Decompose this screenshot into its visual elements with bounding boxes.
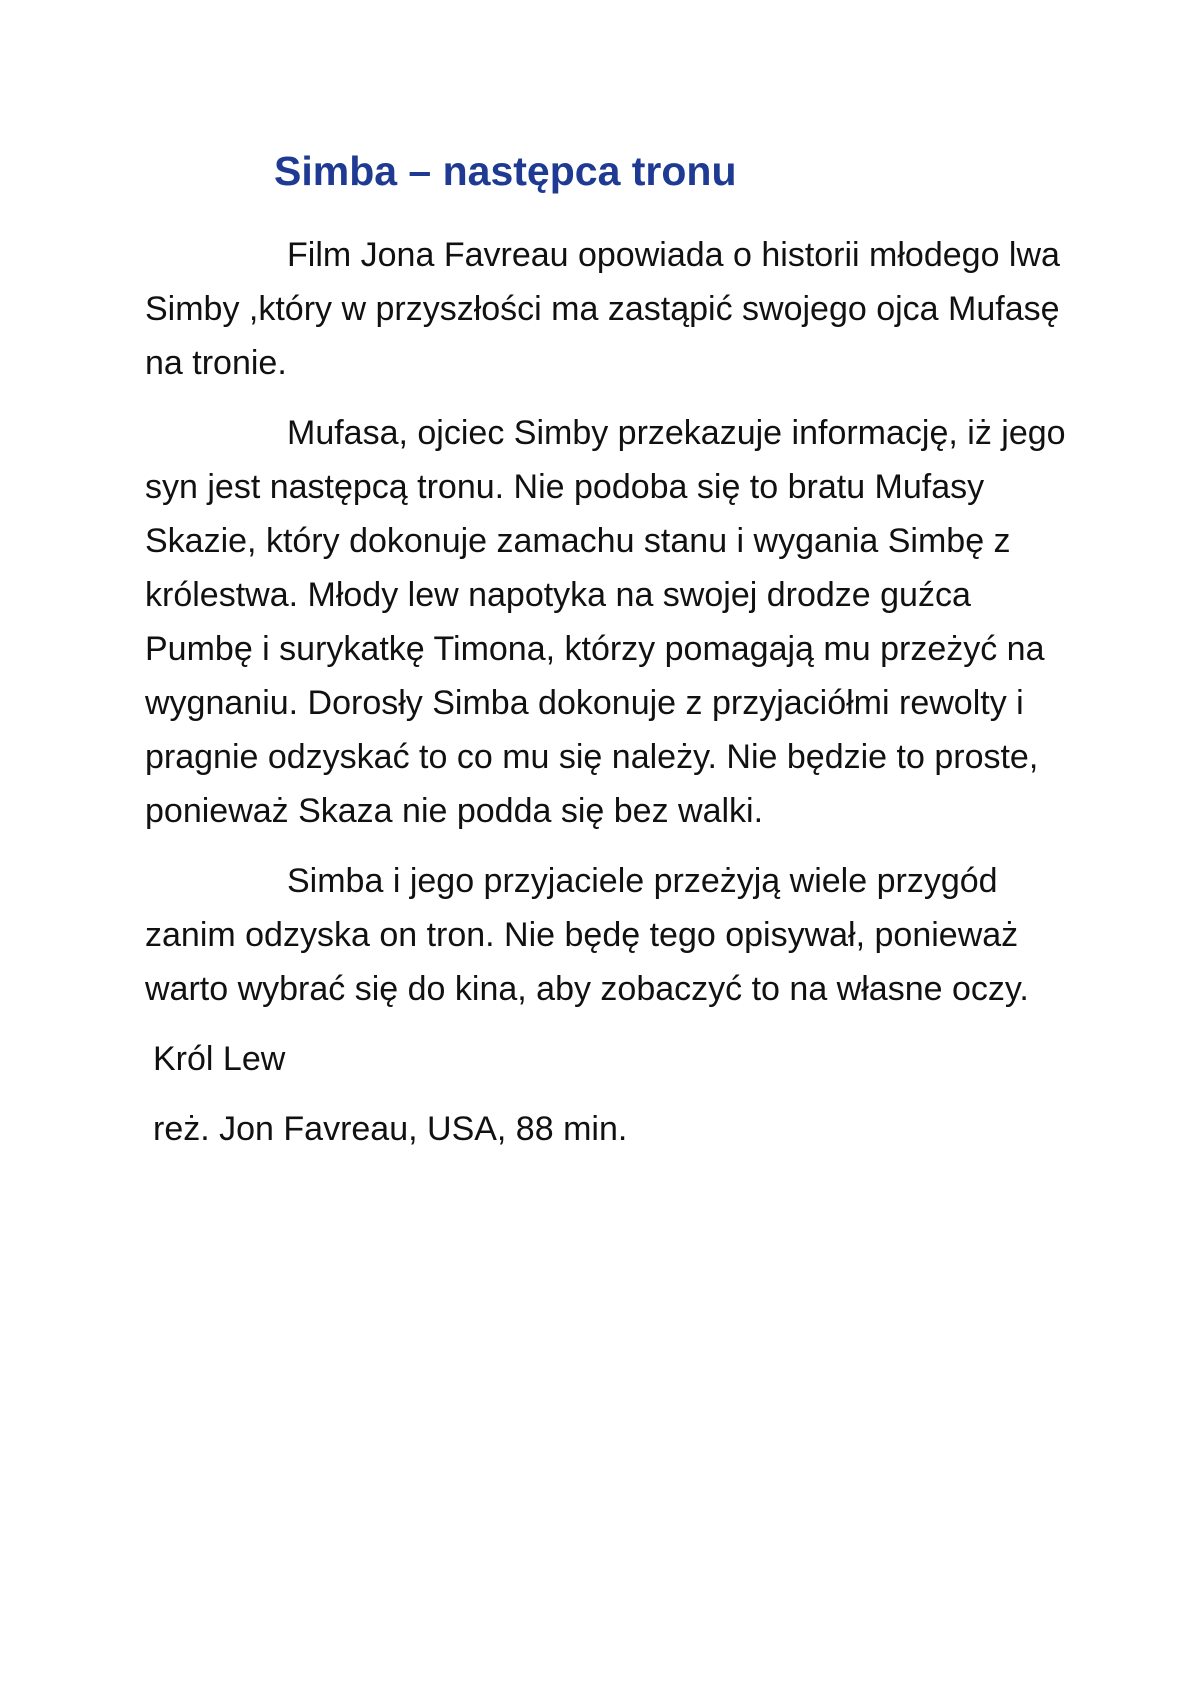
- paragraph-conclusion: Simba i jego przyjaciele przeżyją wiele przygód zanim odzyska on tron. Nie będę tego opisywał, ponieważ warto wybrać się do kina, aby zobaczyć to na własne oczy.: [145, 862, 1029, 1008]
- film-details: reż. Jon Favreau, USA, 88 min.: [153, 1110, 628, 1148]
- document-body: [145, 228, 1075, 1172]
- paragraph-plot: Mufasa, ojciec Simby przekazuje informację, iż jego syn jest następcą tronu. Nie podoba się to bratu Mufasy Skazie, który dokonuje zamachu stanu i wygania Simbę z królestwa. Młody lew napotyka na swojej drodze guźca Pumbę i surykatkę Timona, którzy pomagają mu przeżyć na wygnaniu. Dorosły Simba dokonuje z przyjaciółmi rewolty i pragnie odzyskać to co mu się należy. Nie będzie to proste, ponieważ Skaza nie podda się bez walki.: [145, 414, 1066, 830]
- paragraph-intro: Film Jona Favreau opowiada o historii młodego lwa Simby ,który w przyszłości ma zastąpić swojego ojca Mufasę na tronie.: [145, 236, 1060, 382]
- film-title: Król Lew: [153, 1040, 286, 1078]
- document-title: Simba – następca tronu: [274, 148, 737, 194]
